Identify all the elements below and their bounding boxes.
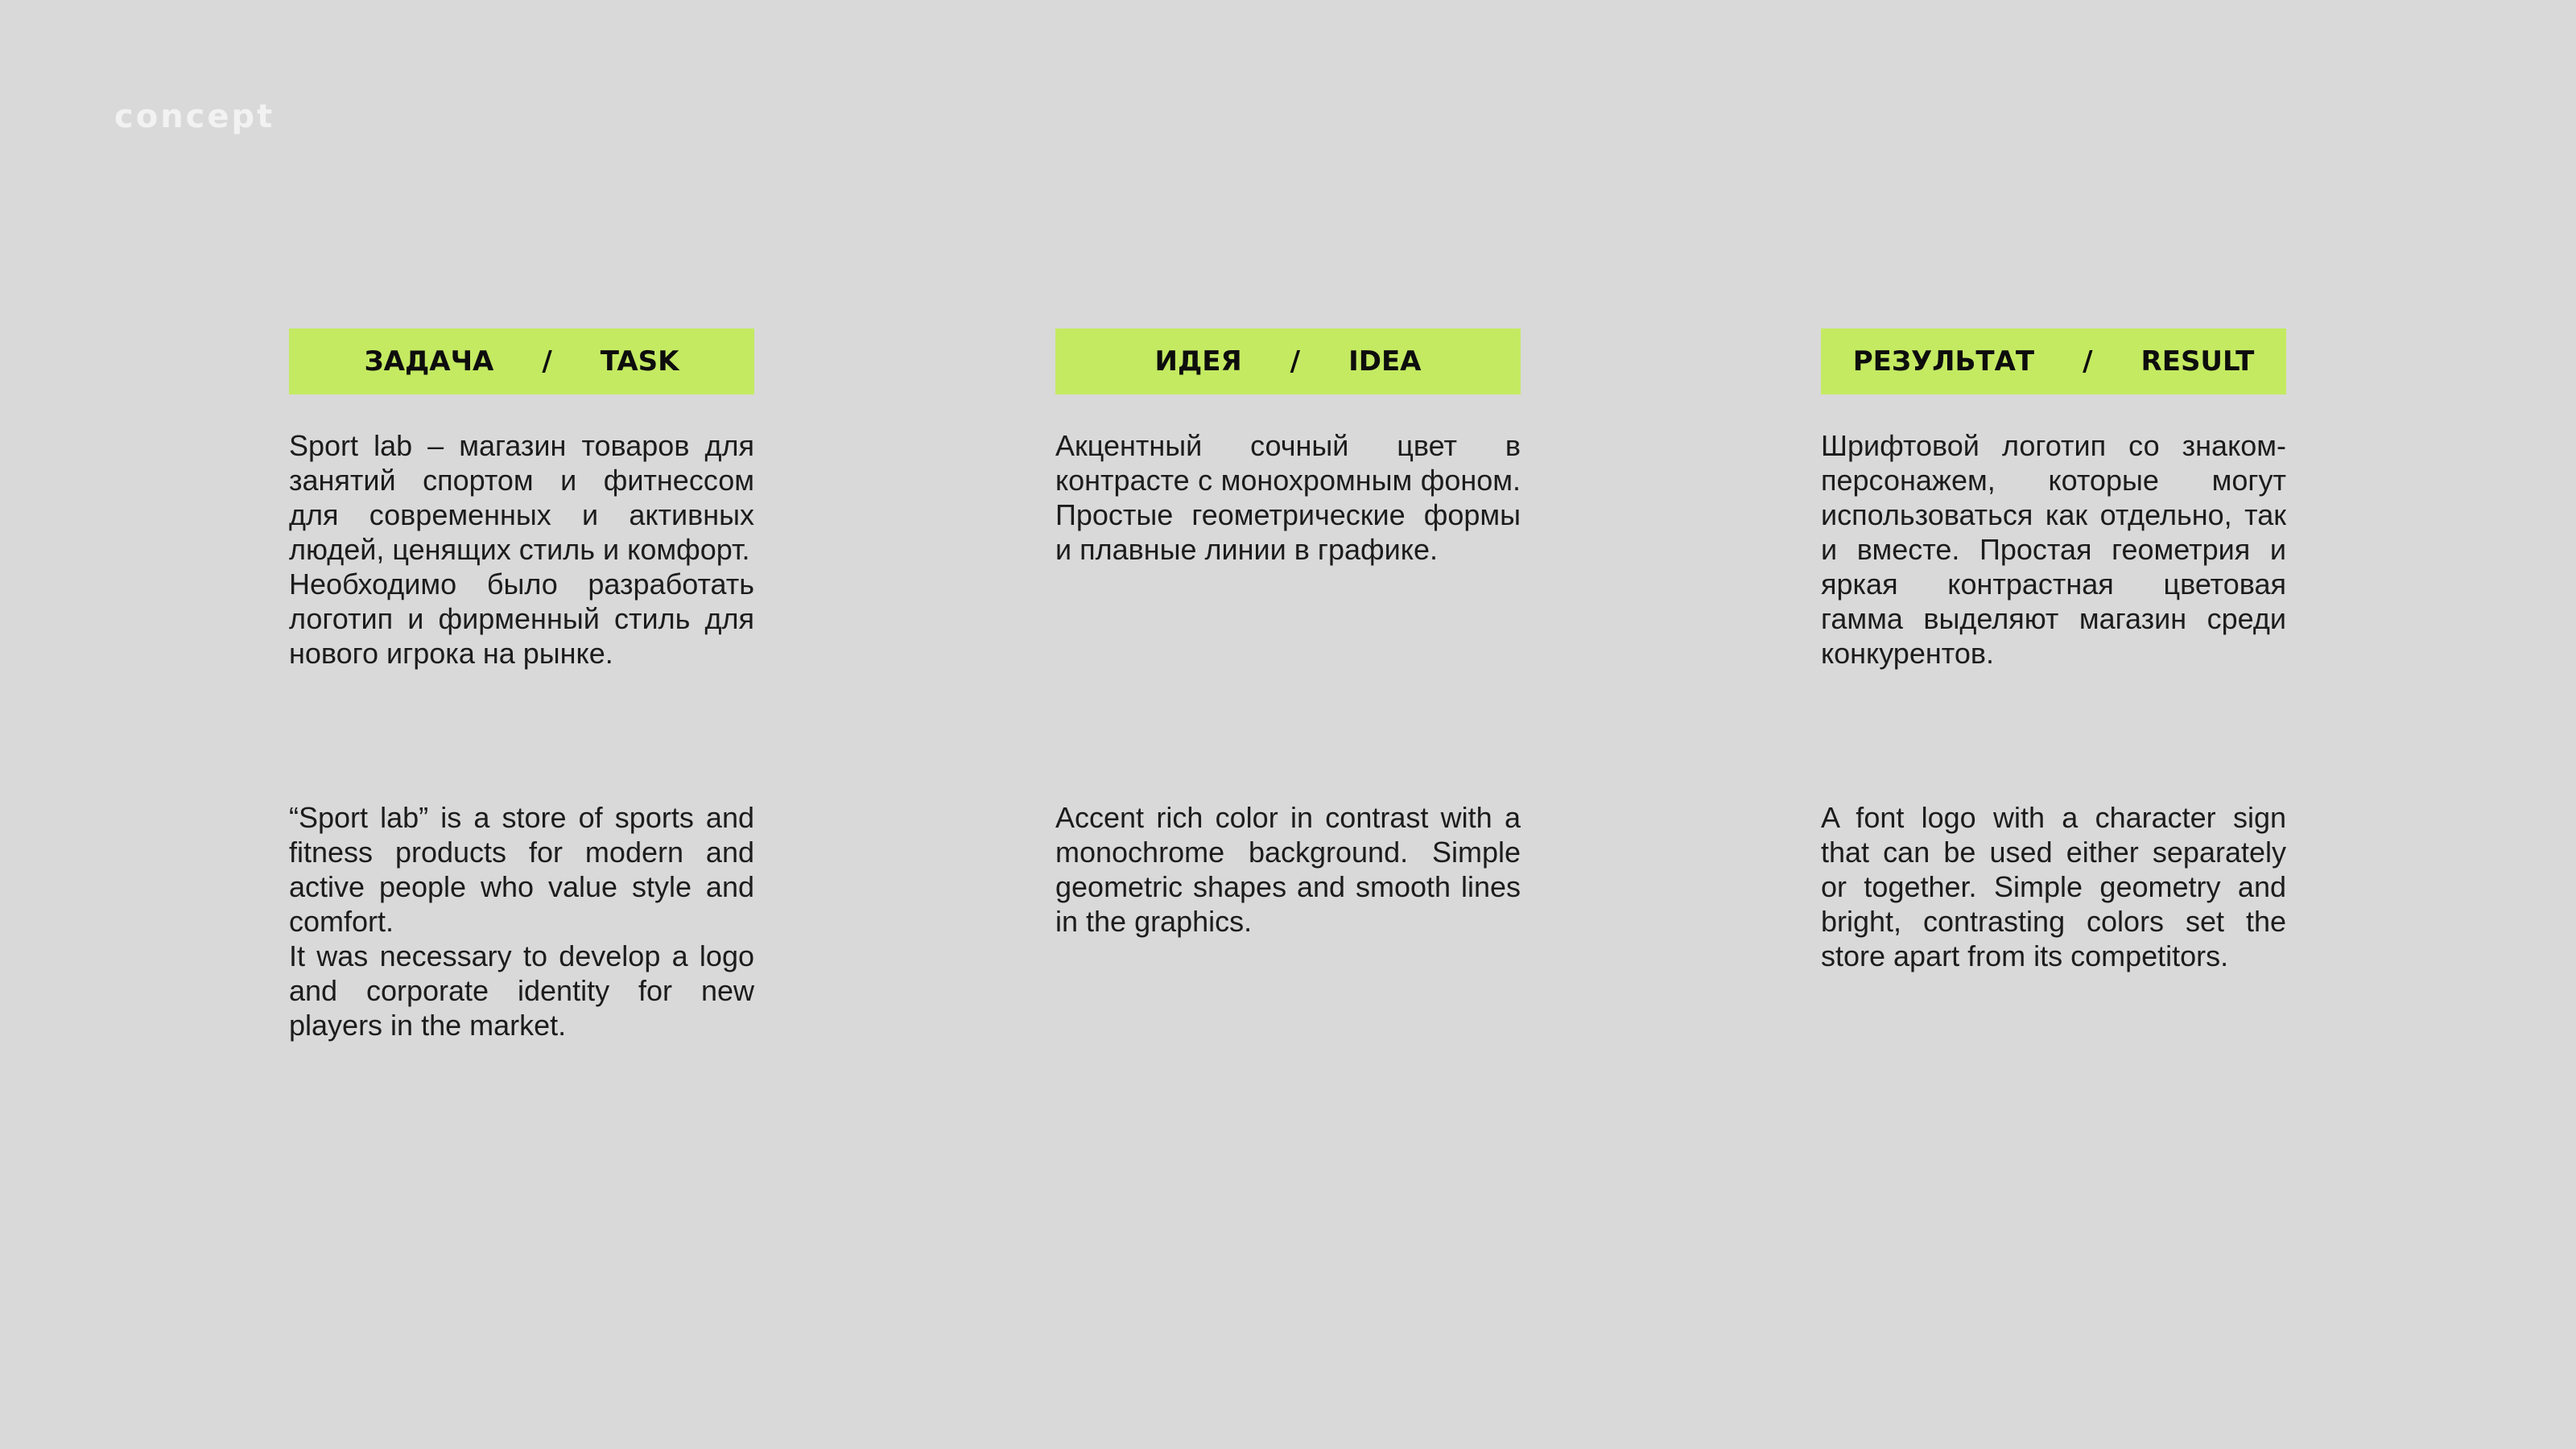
task-text-en-2: It was necessary to develop a logo and corporate identity for new players in the market.	[289, 939, 754, 1042]
heading-ru: РЕЗУЛЬТАТ	[1852, 345, 2035, 378]
page-label: concept	[114, 98, 275, 135]
task-column	[289, 328, 754, 1042]
result-text-en-1: A font logo with a character sign that can be used either separately or together. Simple geometry and bright, contrasting colors set the store apart from its competitors.	[1821, 801, 2286, 972]
heading-ru: ИДЕЯ	[1154, 345, 1242, 378]
heading-separator: /	[2083, 345, 2093, 378]
heading-ru: ЗАДАЧА	[364, 345, 494, 378]
result-column	[1821, 328, 2286, 972]
idea-text-en-1: Accent rich color in contrast with a monochrome background. Simple geometric shapes and smooth lines in the graphics.	[1055, 801, 1521, 938]
heading-en: RESULT	[2140, 345, 2255, 378]
heading-en: TASK	[600, 345, 679, 378]
result-text-en	[1821, 800, 2286, 973]
heading-separator: /	[542, 345, 552, 378]
task-heading	[289, 328, 754, 394]
idea-text-ru: Акцентный сочный цвет в контрасте с монохромным фоном. Простые геометрические формы и плавные линии в графике.	[1055, 429, 1521, 566]
task-text-en-1: “Sport lab” is a store of sports and fitness products for modern and active people who value style and comfort.	[289, 801, 754, 938]
idea-column	[1055, 328, 1521, 938]
heading-en: IDEA	[1348, 345, 1422, 378]
task-text-ru-2: Необходимо было разработать логотип и фирменный стиль для нового игрока на рынке.	[289, 568, 754, 670]
result-heading	[1821, 328, 2286, 394]
idea-heading	[1055, 328, 1521, 394]
idea-text-en	[1055, 800, 1521, 939]
task-text-en	[289, 800, 754, 1042]
heading-separator: /	[1290, 345, 1301, 378]
task-text-ru-1: Sport lab – магазин товаров для занятий спортом и фитнессом для современных и активных людей, ценящих стиль и комфорт.	[289, 429, 754, 566]
result-text-ru: Шрифтовой логотип со знаком-персонажем, которые могут использоваться как отдельно, так и вместе. Простая геометрия и яркая контрастная цветовая гамма выделяют магазин среди конкурентов.	[1821, 429, 2286, 670]
